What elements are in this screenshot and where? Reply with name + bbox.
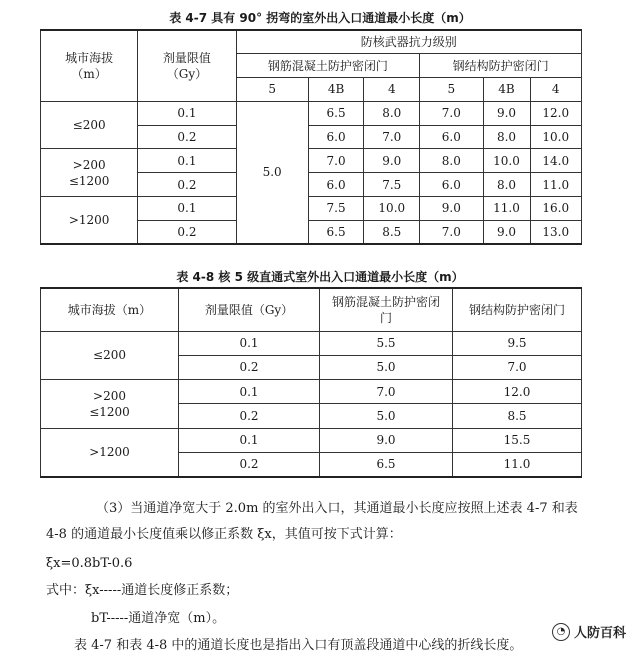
value-cell: 10.0 [483,149,530,173]
value-cell: 6.5 [308,101,364,125]
value-cell: 6.0 [308,173,364,197]
value-cell: 8.0 [483,173,530,197]
value-cell: 6.5 [308,220,364,244]
value-cell: 7.0 [364,125,420,149]
value-cell: 9.0 [364,149,420,173]
watermark-text: 人防百科 [573,626,626,641]
value-cell: 10.0 [364,197,420,221]
closing-note: 表 4-7 和表 4-8 中的通道长度也是指出入口有顶盖段通道中心线的折线长度。 [74,638,523,653]
dose-cell: 0.2 [179,355,320,379]
value-cell: 5.5 [320,331,453,355]
value-cell: 9.0 [320,428,453,452]
altitude-cell: >200 ≤1200 [41,149,138,197]
table-row [41,380,582,404]
value-cell: 9.0 [420,197,483,221]
header-dose: 剂量限值 （Gy） [138,30,236,101]
table-4-7-body [41,30,582,244]
value-cell: 6.0 [420,125,483,149]
value-cell: 7.0 [453,355,582,379]
altitude-cell: >1200 [41,197,138,245]
value-cell: 11.0 [453,452,582,476]
value-cell: 7.0 [420,101,483,125]
header-steel-door: 钢结构防护密闭门 [420,54,582,78]
value-cell: 15.5 [453,428,582,452]
table-4-8-caption: 表 4-8 核 5 级直通式室外出入口通道最小长度（m） [176,270,464,284]
altitude-cell: >200 ≤1200 [41,380,179,429]
paragraph-3-line1: （3）当通道净宽大于 2.0m 的室外出入口，其通道最小长度应按照上述表 4-7 和表 [96,501,578,516]
dose-cell: 0.1 [179,331,320,355]
value-cell: 8.0 [364,101,420,125]
dose-cell: 0.2 [179,452,320,476]
header-level: 5 [236,78,308,102]
header-altitude: 城市海拔 （m） [41,30,138,101]
value-cell: 5.0 [320,355,453,379]
header-level: 5 [420,78,483,102]
dose-cell: 0.2 [138,125,236,149]
dose-cell: 0.2 [138,220,236,244]
table-4-8-header-row [41,288,582,331]
table-4-8-body [41,288,582,477]
header-steel-door: 钢结构防护密闭门 [453,288,582,331]
header-level: 4 [364,78,420,102]
table-row [41,149,582,173]
table-row [41,101,582,125]
header-dose: 剂量限值（Gy） [179,288,320,331]
value-cell: 9.5 [453,331,582,355]
header-rc-door: 钢筋混凝土防护密闭门 [236,54,420,78]
table-row [41,331,582,355]
dose-cell: 0.2 [179,404,320,428]
where-line1: 式中：ξx-----通道长度修正系数； [46,583,239,598]
table-4-7-header-row [41,30,582,54]
value-cell: 8.5 [453,404,582,428]
header-rc-door: 钢筋混凝土防护密闭 门 [320,288,453,331]
value-cell: 6.5 [320,452,453,476]
table-row [41,197,582,221]
value-cell: 5.0 [320,404,453,428]
value-cell: 16.0 [530,197,582,221]
header-altitude: 城市海拔（m） [41,288,179,331]
wechat-icon: ◔ [552,623,570,641]
value-cell: 9.0 [483,220,530,244]
altitude-cell: >1200 [41,428,179,477]
value-cell: 7.5 [308,197,364,221]
dose-cell: 0.1 [138,149,236,173]
formula: ξx=0.8bT-0.6 [46,556,133,571]
table-4-8 [40,287,582,478]
dose-cell: 0.1 [138,197,236,221]
value-cell: 11.0 [530,173,582,197]
value-cell: 6.0 [308,125,364,149]
value-cell: 8.0 [483,125,530,149]
merged-value-cell: 5.0 [236,101,308,244]
value-cell: 11.0 [483,197,530,221]
header-level: 4B [483,78,530,102]
altitude-cell: ≤200 [41,101,138,149]
table-4-7 [40,29,582,245]
where-line2: bT-----通道净宽（m）。 [91,611,226,626]
watermark [552,622,626,641]
dose-cell: 0.2 [138,173,236,197]
value-cell: 8.5 [364,220,420,244]
dose-cell: 0.1 [138,101,236,125]
dose-cell: 0.1 [179,380,320,404]
value-cell: 9.0 [483,101,530,125]
value-cell: 6.0 [420,173,483,197]
value-cell: 7.5 [364,173,420,197]
value-cell: 14.0 [530,149,582,173]
value-cell: 7.0 [320,380,453,404]
paragraph-3-line2 [46,526,402,544]
value-cell: 8.0 [420,149,483,173]
value-cell: 7.0 [420,220,483,244]
value-cell: 12.0 [530,101,582,125]
value-cell: 12.0 [453,380,582,404]
header-resistance: 防核武器抗力级别 [236,30,581,54]
table-row [41,428,582,452]
table-4-7-caption: 表 4-7 具有 90° 拐弯的室外出入口通道最小长度（m） [169,11,471,25]
altitude-cell: ≤200 [41,331,179,380]
dose-cell: 0.1 [179,428,320,452]
value-cell: 13.0 [530,220,582,244]
header-level: 4 [530,78,582,102]
header-level: 4B [308,78,364,102]
value-cell: 10.0 [530,125,582,149]
value-cell: 7.0 [308,149,364,173]
paragraph-3-line2-text: 4-8 的通道最小长度值乘以修正系数 ξx，其值可按下式计算： [46,527,402,542]
